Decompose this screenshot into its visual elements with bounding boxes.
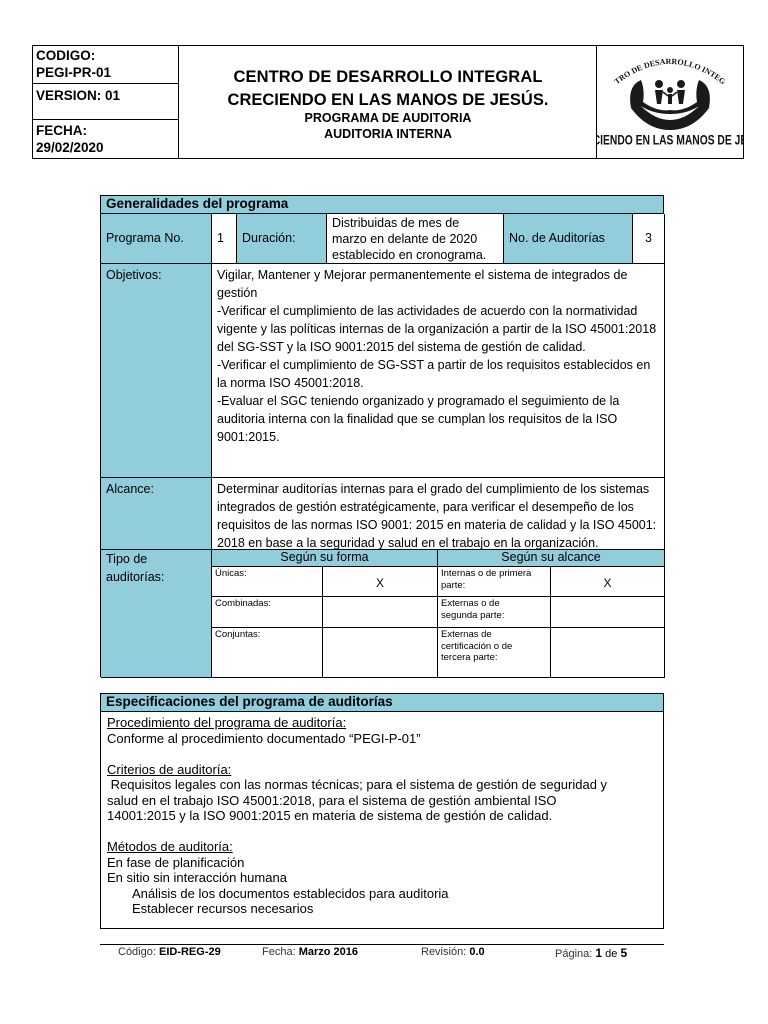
footer-codigo [118,946,221,958]
especificaciones-title: Especificaciones del programa de auditorías [100,693,664,712]
org-title-line1: CENTRO DE DESARROLLO INTEGRAL [233,68,543,86]
alcance-row-line: Externas o de [441,598,500,609]
alcance-line: Determinar auditorías internas para el grado del cumplimiento de los sistemas [217,482,650,496]
forma-row-label: Únicas: [212,567,323,597]
forma-header: Según su forma [212,550,438,567]
date-value: 29/02/2020 [36,140,104,155]
duracion-line: establecido en cronograma. [332,248,487,262]
alcance-row-line: Internas o de primera [441,568,532,579]
metodos-sub-line: Análisis de los documentos establecidos para auditoria [132,885,449,901]
tipo-label [101,550,212,678]
duracion-line: Distribuidas de mes de [332,216,460,230]
doc-title-line2: AUDITORIA INTERNA [324,127,452,141]
footer-pagina-label: Página: [555,948,593,960]
criterios-heading: Criterios de auditoría: [107,761,232,777]
code-label: CODIGO: [36,48,96,63]
objetivos-line: 9001:2015. [217,430,280,444]
objetivos-label: Objetivos: [101,264,212,478]
alcance-row-label [438,597,551,628]
footer-revision [421,946,485,958]
footer-pagina [555,946,627,960]
criterios-line: 14001:2015 y la ISO 9001:2015 en materia de sistema de gestión de calidad. [107,808,553,823]
date-label: FECHA: [36,123,87,138]
duracion-value [327,214,504,264]
alcance-line: 2018 en base a la seguridad y salud en el trabajo en la organización. [217,536,599,550]
footer-rule [100,944,664,945]
auditorias-number: 3 [633,214,665,264]
header-title-block [180,46,596,158]
alcance-row-mark [551,628,665,678]
procedimiento-heading: Procedimiento del programa de auditoría: [107,715,347,730]
objetivos-line: -Verificar el cumplimiento de las actividades de acuerdo con la normatividad [217,304,638,318]
metodos-sub-line: Establecer recursos necesarios [132,901,314,916]
footer-fecha [262,946,358,958]
objetivos-line: del SG-SST y la ISO 9001:2015 del sistema de gestión de calidad. [217,340,586,354]
footer-revision-value: 0.0 [469,946,485,958]
forma-row-label: Conjuntas: [212,628,323,678]
metodos-line: En fase de planificación [107,854,245,870]
doc-title-line1: PROGRAMA DE AUDITORIA [304,111,472,125]
alcance-row-line: tercera parte: [441,652,498,663]
alcance-row-mark [551,597,665,628]
footer-codigo-value: EID-REG-29 [158,946,221,958]
criterios-line: salud en el trabajo ISO 45001:2018, para el sistema de gestión ambiental ISO [107,792,557,808]
alcance-row-line: parte: [441,579,466,591]
footer-codigo-label: Código: [118,946,156,958]
programa-label: Programa No. [101,214,212,264]
duracion-label: Duración: [237,214,327,264]
alcance-row-line: Externas de [441,629,492,640]
forma-row-mark [323,628,438,678]
alcance-row-line: certificación o de [441,640,513,652]
programa-number: 1 [212,214,237,264]
auditorias-label: No. de Auditorías [504,214,633,264]
criterios-line: Requisitos legales con las normas técnicas; para el sistema de gestión de seguridad y [107,777,608,792]
especificaciones-body [107,715,657,917]
objetivos-line: -Evaluar el SGC teniendo organizado y programado el seguimiento de la [217,394,620,408]
footer-total-pages: 5 [620,946,628,960]
generalidades-table [100,195,664,677]
tipo-label-line: auditorías: [106,570,165,584]
svg-text:CENTRO DE DESARROLLO INTEGRAL [597,46,727,86]
metodos-heading: Métodos de auditoría: [107,839,233,854]
procedimiento-text: Conforme al procedimiento documentado “PEGI-P-01” [107,730,421,746]
alcance-line: integrados de gestión estratégicamente, para verificar el desempeño de los [217,500,634,514]
especificaciones-table [100,693,664,929]
objetivos-line: gestión [217,286,258,300]
org-title-line2: CRECIENDO EN LAS MANOS DE JESÚS. [227,91,549,109]
alcance-row-label [438,628,551,678]
alcance-row-label [438,567,551,597]
objetivos-line: auditoria interna con la finalidad que se cumplan los requisitos de la ISO [217,412,618,426]
alcance-row-mark: X [551,567,665,597]
footer-de-label: de [605,948,618,960]
tipo-label-line: Tipo de [106,552,148,566]
objetivos-line: -Verificar el cumplimiento de SG-SST a partir de los requisitos establecidos en [217,358,651,372]
code-value: PEGI-PR-01 [36,65,112,80]
objetivos-line: Vigilar, Mantener y Mejorar permanentemente el sistema de integrados de [217,268,628,282]
objetivos-text [212,264,665,478]
alcance-row-line: segunda parte: [441,609,505,621]
divider [33,119,178,120]
forma-row-mark [323,597,438,628]
header-meta [33,46,179,158]
version: VERSION: 01 [36,88,121,103]
footer-revision-label: Revisión: [421,946,467,958]
objetivos-line: vigente y las políticas internas de la organización a partir de la ISO 45001:2018 [217,322,657,336]
alcance-text [212,478,665,550]
divider [33,83,178,84]
org-logo [596,46,744,158]
forma-row-label: Combinadas: [212,597,323,628]
footer-pagina-value: 1 [595,946,603,960]
generalidades-title: Generalidades del programa [101,196,664,214]
document-header [32,45,744,159]
alcance-label: Alcance: [101,478,212,550]
logo-bottom-text: IENDO EN LAS MANOS DE J [600,132,741,149]
alcance-line: requisitos de las normas ISO 9001: 2015 en materia de calidad y la ISO 45001: [217,518,657,532]
objetivos-line: la norma ISO 45001:2018. [217,376,364,390]
metodos-line: En sitio sin interacción humana [107,870,287,885]
forma-row-mark: X [323,567,438,597]
logo-top-text: TRO DE DESARROLLO INTEG [612,56,728,87]
footer-fecha-label: Fecha: [262,946,296,958]
logo-icon [597,46,743,158]
duracion-line: marzo en delante de 2020 [332,232,478,246]
alcance-header: Según su alcance [438,550,665,567]
footer-fecha-value: Marzo 2016 [298,946,359,958]
